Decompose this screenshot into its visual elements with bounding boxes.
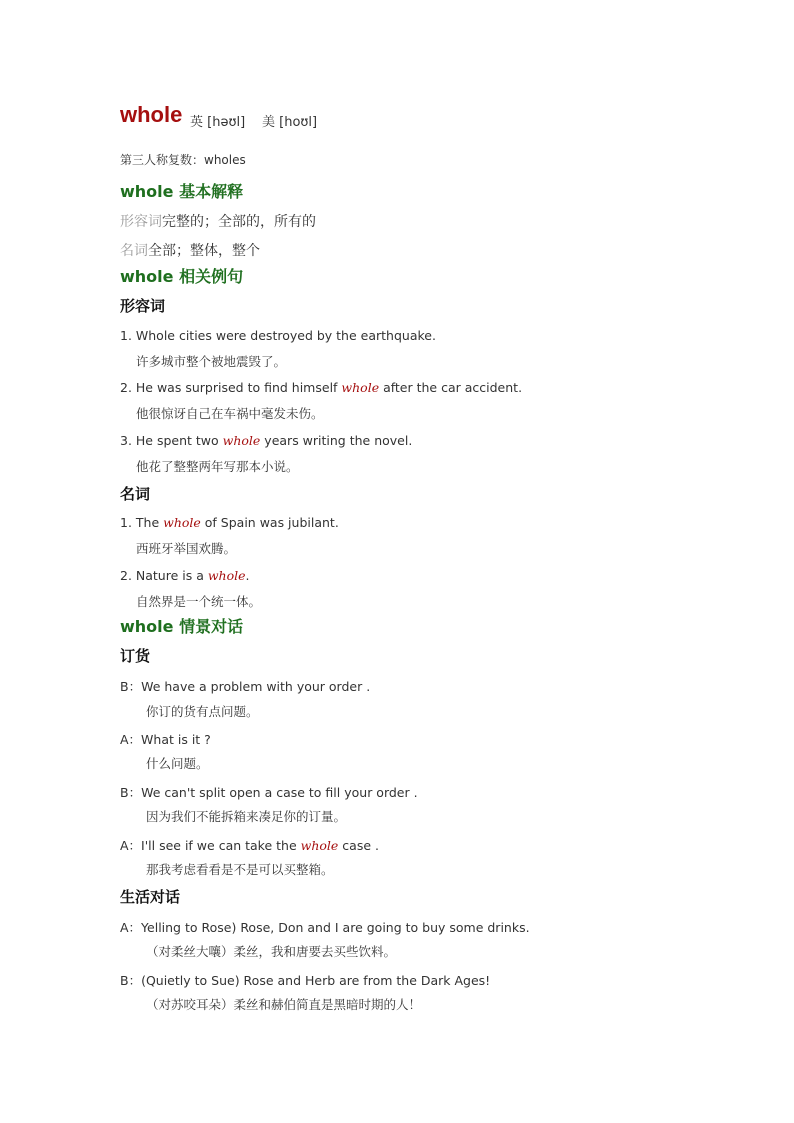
sentence-text: 1. Whole cities were destroyed by the earthquake. — [120, 328, 436, 343]
sentence-text: 1. The — [120, 515, 164, 530]
example-sentence — [120, 433, 412, 448]
dialogue-translation: （对苏咬耳朵）柔丝和赫伯简直是黑暗时期的人！ — [146, 997, 422, 1012]
dialogue-line — [120, 677, 370, 695]
dialogue-line — [120, 783, 418, 801]
highlighted-keyword: whole — [300, 838, 339, 853]
dialogue-text: A：What is it ? — [120, 732, 211, 747]
dialogue-translation: （对柔丝大嚷）柔丝，我和唐要去买些饮料。 — [146, 944, 397, 959]
dialogue-text: B：We can't split open a case to fill your order . — [120, 785, 418, 800]
section-examples-heading: whole 相关例句 — [120, 267, 244, 286]
definition-pos: 名词 — [120, 243, 148, 259]
definition-text: 完整的；全部的，所有的 — [162, 214, 316, 230]
example-translation: 他花了整整两年写那本小说。 — [136, 459, 299, 474]
uk-phonetic: 英 [həʊl] — [190, 115, 246, 130]
dialogue-translation: 那我考虑看看是不是可以买整箱。 — [146, 862, 334, 877]
example-sentence — [120, 328, 436, 343]
example-translation: 自然界是一个统一体。 — [136, 594, 262, 609]
highlighted-keyword: whole — [222, 433, 261, 448]
dialogue-line — [120, 730, 211, 748]
sentence-text: of Spain was jubilant. — [200, 515, 339, 530]
example-sentence — [120, 568, 250, 583]
plural-form: 第三人称复数：wholes — [120, 153, 246, 167]
definition-text: 全部；整体，整个 — [148, 243, 260, 259]
sentence-text: 2. He was surprised to find himself — [120, 380, 342, 395]
dialogue-translation: 因为我们不能拆箱来凑足你的订量。 — [146, 809, 347, 824]
sentence-text: years writing the novel. — [260, 433, 413, 448]
dialogue-line — [120, 971, 490, 989]
us-phonetic: 美 [hoʊl] — [262, 115, 318, 130]
section-dialogue-heading: whole 情景对话 — [120, 617, 244, 636]
dialogue-text: B：(Quietly to Sue) Rose and Herb are from the Dark Ages! — [120, 973, 491, 988]
definition-noun — [120, 240, 260, 260]
dialogue-text: B：We have a problem with your order . — [120, 679, 371, 694]
dialogue-translation: 你订的货有点问题。 — [146, 704, 259, 719]
sentence-text: 2. Nature is a — [120, 568, 208, 583]
highlighted-keyword: whole — [207, 568, 246, 583]
highlighted-keyword: whole — [341, 380, 380, 395]
category-noun: 名词 — [120, 485, 151, 503]
headword: whole — [120, 102, 183, 127]
definition-pos: 形容词 — [120, 214, 162, 230]
example-sentence — [120, 515, 339, 530]
dialogue-text: case . — [338, 838, 379, 853]
sentence-text: 3. He spent two — [120, 433, 223, 448]
example-sentence — [120, 380, 522, 395]
category-life: 生活对话 — [120, 888, 181, 906]
category-order: 订货 — [120, 647, 151, 665]
sentence-text: after the car accident. — [379, 380, 523, 395]
dialogue-text: A：Yelling to Rose) Rose, Don and I are going to buy some drinks. — [120, 920, 530, 935]
dialogue-translation: 什么问题。 — [146, 756, 209, 771]
category-adjective: 形容词 — [120, 297, 166, 315]
dialogue-line — [120, 918, 530, 936]
example-translation: 他很惊讶自己在车祸中毫发未伤。 — [136, 406, 324, 421]
sentence-text: . — [245, 568, 250, 583]
dialogue-line — [120, 836, 379, 854]
definition-adjective — [120, 211, 316, 231]
highlighted-keyword: whole — [163, 515, 201, 530]
example-translation: 许多城市整个被地震毁了。 — [136, 354, 287, 369]
section-basic-heading: whole 基本解释 — [120, 182, 244, 201]
example-translation: 西班牙举国欢腾。 — [136, 541, 237, 556]
dialogue-text: A：I'll see if we can take the — [120, 838, 301, 853]
